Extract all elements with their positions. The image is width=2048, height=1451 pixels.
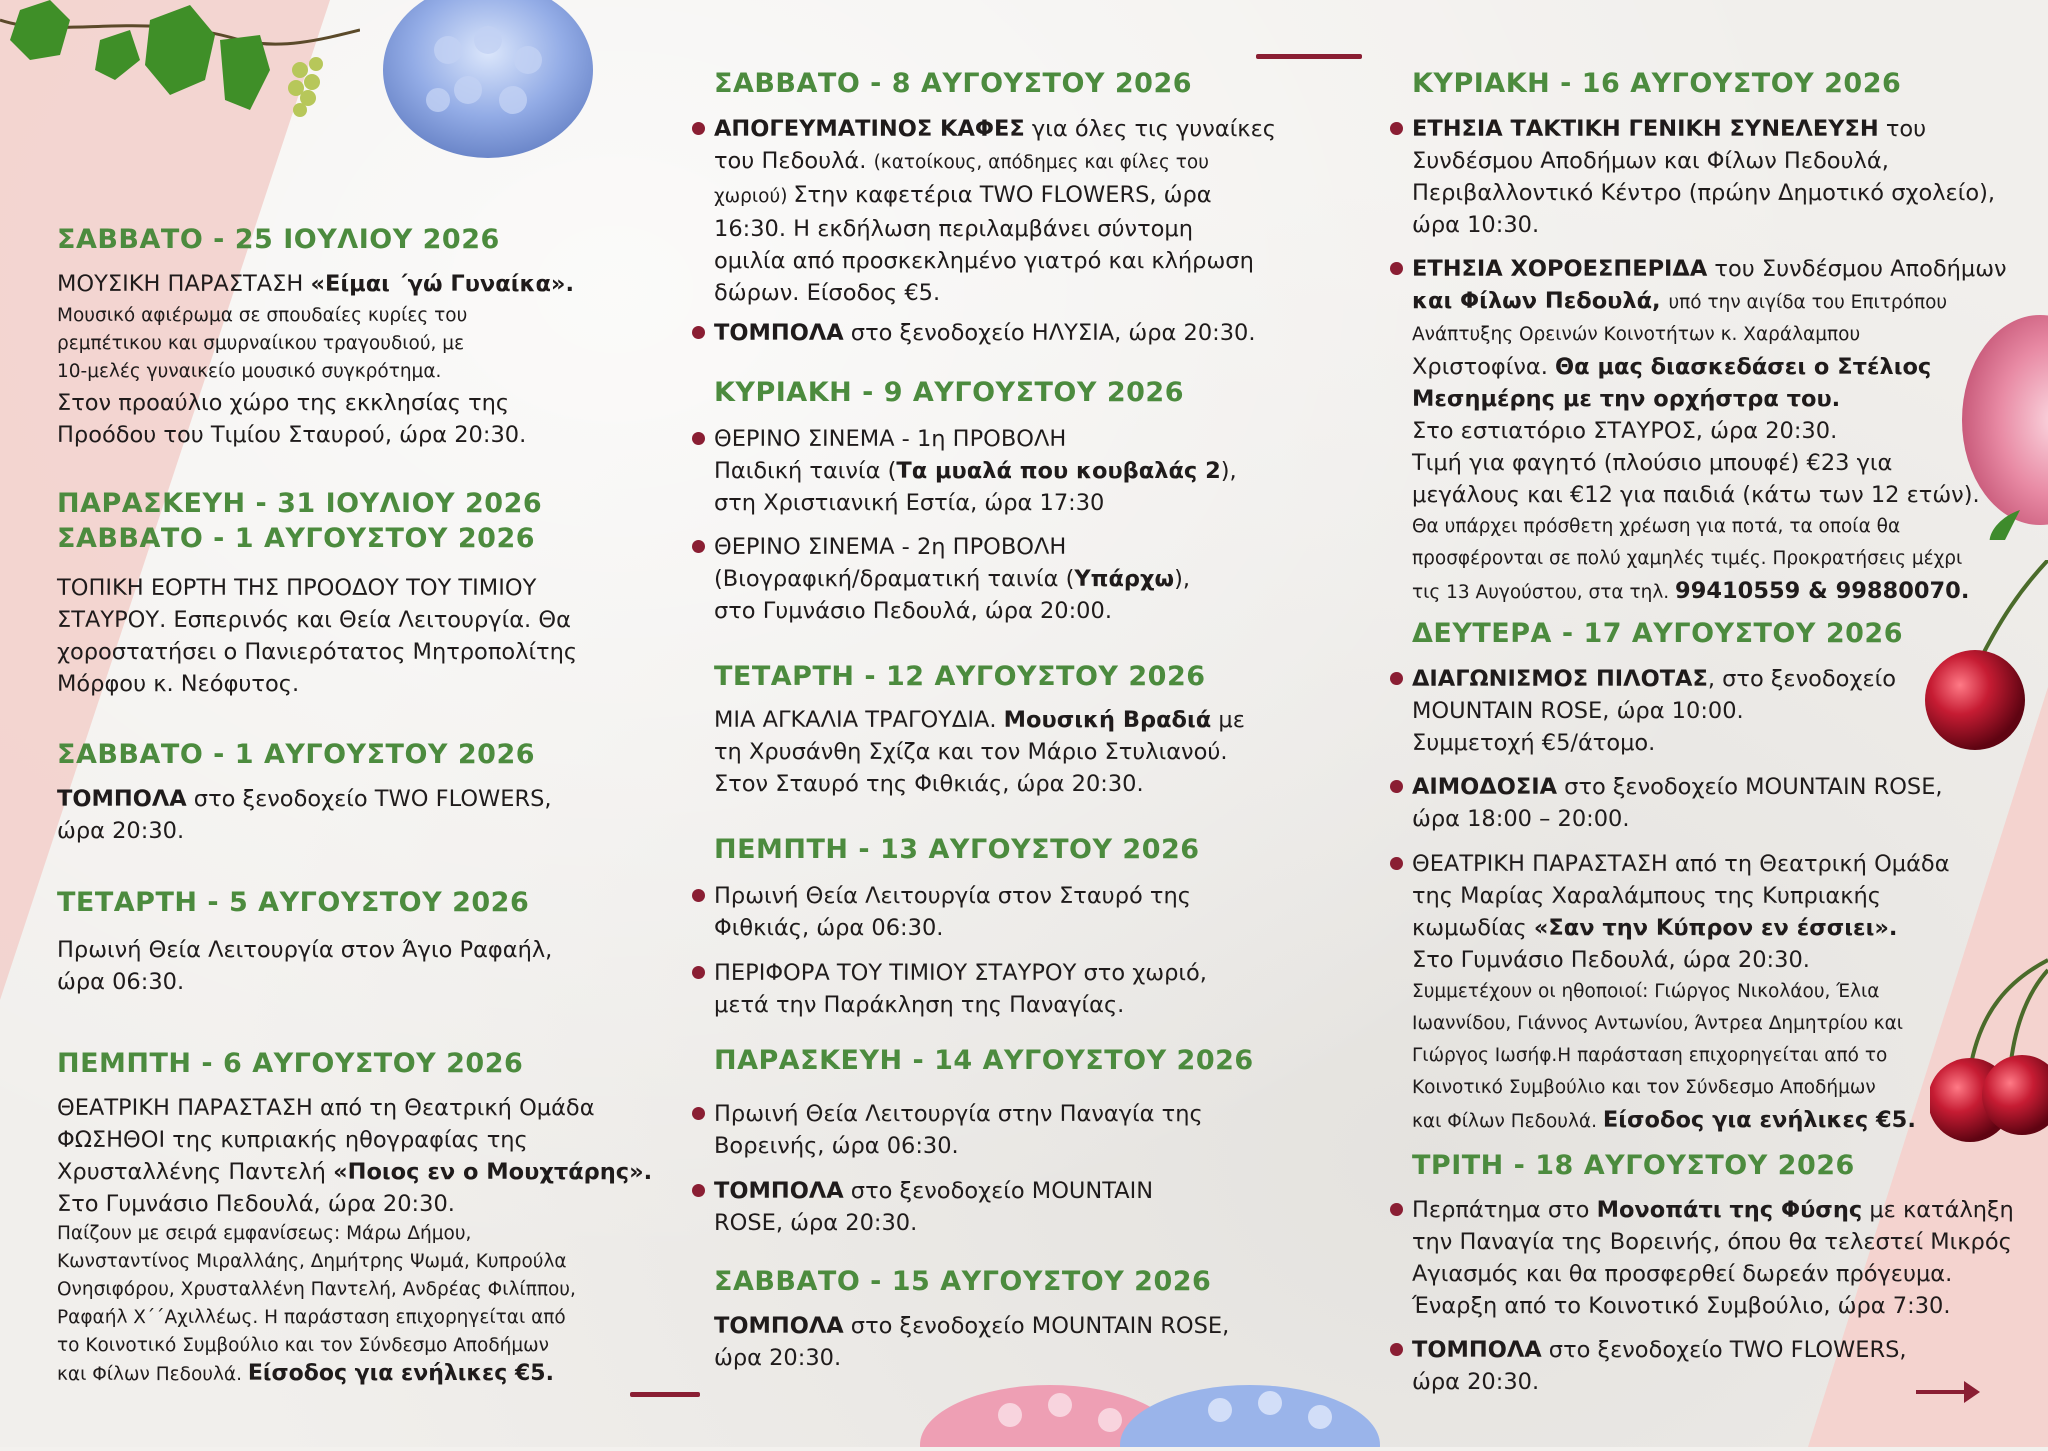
bullet-icon: [692, 966, 705, 979]
bullet-icon: [1390, 780, 1403, 793]
bullet-icon: [1390, 122, 1403, 135]
event-date: ΠΕΜΠΤΗ - 6 ΑΥΓΟΥΣΤΟΥ 2026: [57, 1048, 524, 1079]
blue-hydrangea-image: [378, 0, 598, 160]
bullet-icon: [692, 1107, 705, 1120]
event-block: ΤΟΜΠΟΛΑ στο ξενοδοχείο MOUNTAIN ROSE, ώρα 20:30.: [714, 1313, 1230, 1371]
event-item: ΠΕΡΙΦΟΡΑ ΤΟΥ ΤΙΜΙΟΥ ΣΤΑΥΡΟΥ στο χωριό, μετά την Παράκληση της Παναγίας.: [714, 957, 1207, 1021]
event-item: ΤΟΜΠΟΛΑ στο ξενοδοχείο ΗΛΥΣΙΑ, ώρα 20:30.: [714, 317, 1256, 349]
event-item: ΤΟΜΠΟΛΑ στο ξενοδοχείο TWO FLOWERS, ώρα 20:30.: [1412, 1334, 1907, 1398]
event-date: ΣΑΒΒΑΤΟ - 25 ΙΟΥΛΙΟΥ 2026: [57, 224, 500, 255]
event-block: ΘΕΑΤΡΙΚΗ ΠΑΡΑΣΤΑΣΗ από τη Θεατρική Ομάδα ΦΩΣΗΘΟΙ της κυπριακής ηθογραφίας της Χρυσταλλένης Παντελή «Ποιος εν ο Μουχτάρης». Στο Γυμνάσιο Πεδουλά, ώρα 20:30.: [57, 1095, 653, 1217]
bullet-icon: [692, 1184, 705, 1197]
event-date: ΣΑΒΒΑΤΟ - 1 ΑΥΓΟΥΣΤΟΥ 2026: [57, 523, 536, 554]
event-date: ΤΡΙΤΗ - 18 ΑΥΓΟΥΣΤΟΥ 2026: [1412, 1150, 1855, 1181]
grape-vine-leaves-image: [0, 0, 360, 160]
event-date: ΤΕΤΑΡΤΗ - 5 ΑΥΓΟΥΣΤΟΥ 2026: [57, 887, 530, 918]
event-item: ΤΟΜΠΟΛΑ στο ξενοδοχείο MOUNTAIN ROSE, ώρα 20:30.: [714, 1175, 1153, 1239]
bullet-icon: [1390, 857, 1403, 870]
event-item: ΔΙΑΓΩΝΙΣΜΟΣ ΠΙΛΟΤΑΣ, στο ξενοδοχείο MOUNTAIN ROSE, ώρα 10:00. Συμμετοχή €5/άτομο.: [1412, 663, 1896, 759]
event-date: ΚΥΡΙΑΚΗ - 16 ΑΥΓΟΥΣΤΟΥ 2026: [1412, 68, 1902, 99]
divider-bar-bottom: [630, 1392, 700, 1397]
event-details: Παίζουν με σειρά εμφανίσεως: Μάρω Δήμου, Κωνσταντίνος Μιραλλάης, Δημήτρης Ψωμά, Κυπρούλα Ονησιφόρου, Χρυσταλλένη Παντελή, Ανδρέας Φιλίππου, Ραφαήλ Χ΄΄Αχιλλέως. Η παράσταση επιχορηγείται από το Κοινοτικό Συμβούλιο και τον Σύνδεσμο Αποδήμων και Φίλων Πεδουλά. Είσοδος για ενήλικες €5.: [57, 1223, 576, 1386]
bullet-icon: [692, 122, 705, 135]
event-location: Στον προαύλιο χώρο της εκκλησίας της Προόδου του Τιμίου Σταυρού, ώρα 20:30.: [57, 390, 527, 448]
divider-bar-top: [1256, 54, 1362, 59]
bullet-icon: [1390, 1203, 1403, 1216]
bullet-icon: [1390, 672, 1403, 685]
event-date: ΚΥΡΙΑΚΗ - 9 ΑΥΓΟΥΣΤΟΥ 2026: [714, 377, 1184, 408]
event-date: ΠΑΡΑΣΚΕΥΗ - 14 ΑΥΓΟΥΣΤΟΥ 2026: [714, 1045, 1254, 1076]
event-date: ΣΑΒΒΑΤΟ - 1 ΑΥΓΟΥΣΤΟΥ 2026: [57, 739, 536, 770]
event-date: ΣΑΒΒΑΤΟ - 8 ΑΥΓΟΥΣΤΟΥ 2026: [714, 68, 1193, 99]
event-date: ΣΑΒΒΑΤΟ - 15 ΑΥΓΟΥΣΤΟΥ 2026: [714, 1266, 1212, 1297]
bullet-icon: [1390, 1343, 1403, 1356]
event-item: ΑΠΟΓΕΥΜΑΤΙΝΟΣ ΚΑΦΕΣ για όλες τις γυναίκες του Πεδουλά. (κατοίκους, απόδημες και φίλες του χωριού) Στην καφετέρια TWO FLOWERS, ώρα 16:30. Η εκδήλωση περιλαμβάνει σύντομη ομιλία από προσκεκλημένο γιατρό και κλήρωση δώρων. Είσοδος €5.: [714, 113, 1276, 309]
bullet-icon: [1390, 262, 1403, 275]
event-block: Πρωινή Θεία Λειτουργία στον Άγιο Ραφαήλ, ώρα 06:30.: [57, 937, 553, 995]
event-item: Πρωινή Θεία Λειτουργία στον Σταυρό της Φιθκιάς, ώρα 06:30.: [714, 880, 1191, 944]
event-block: ΜΟΥΣΙΚΗ ΠΑΡΑΣΤΑΣΗ «Είμαι ΄γώ Γυναίκα».: [57, 271, 575, 297]
event-item: ΘΕΑΤΡΙΚΗ ΠΑΡΑΣΤΑΣΗ από τη Θεατρική Ομάδα της Μαρίας Χαραλάμπους της Κυπριακής κωμωδίας «Σαν την Κύπρον εν έσσιει». Στο Γυμνάσιο Πεδουλά, ώρα 20:30. Συμμετέχουν οι ηθοποιοί: Γιώργος Νικολάου, Έλια Ιωαννίδου, Γιάννος Αντωνίου, Άντρεα Δημητρίου και Γιώργος Ιωσήφ.Η παράσταση επιχορηγείται από το Κοινοτικό Συμβούλιο και τον Σύνδεσμο Αποδήμων και Φίλων Πεδουλά. Είσοδος για ενήλικες €5.: [1412, 848, 1950, 1138]
bullet-icon: [692, 432, 705, 445]
event-block: ΤΟΜΠΟΛΑ στο ξενοδοχείο TWO FLOWERS, ώρα 20:30.: [57, 786, 552, 844]
bottom-hydrangeas-image: [920, 1375, 1380, 1447]
bullet-icon: [692, 326, 705, 339]
event-details: Μουσικό αφιέρωμα σε σπουδαίες κυρίες του ρεμπέτικου και σμυρναίικου τραγουδιού, με 10-μελές γυναικείο μουσικό συγκρότημα.: [57, 305, 468, 382]
event-item: Πρωινή Θεία Λειτουργία στην Παναγία της Βορεινής, ώρα 06:30.: [714, 1098, 1203, 1162]
event-item: ΑΙΜΟΔΟΣΙΑ στο ξενοδοχείο MOUNTAIN ROSE, ώρα 18:00 – 20:00.: [1412, 771, 1943, 835]
bullet-icon: [692, 540, 705, 553]
event-item: Περπάτημα στο Μονοπάτι της Φύσης με κατάληξη την Παναγία της Βορεινής, όπου θα τελεστεί Μικρός Αγιασμός και θα προσφερθεί δωρεάν πρόγευμα. Έναρξη από το Κοινοτικό Συμβούλιο, ώρα 7:30.: [1412, 1194, 2014, 1322]
event-block: ΜΙΑ ΑΓΚΑΛΙΑ ΤΡΑΓΟΥΔΙΑ. Μουσική Βραδιά με τη Χρυσάνθη Σχίζα και τον Μάριο Στυλιανού. Στον Σταυρό της Φιθκιάς, ώρα 20:30.: [714, 707, 1245, 797]
event-block: ΤΟΠΙΚΗ ΕΟΡΤΗ ΤΗΣ ΠΡΟΟΔΟΥ ΤΟΥ ΤΙΜΙΟΥ ΣΤΑΥΡΟΥ. Εσπερινός και Θεία Λειτουργία. Θα χοροστατήσει ο Πανιερότατος Μητροπολίτης Μόρφου κ. Νεόφυτος.: [57, 575, 578, 697]
event-date: ΔΕΥΤΕΡΑ - 17 ΑΥΓΟΥΣΤΟΥ 2026: [1412, 618, 1903, 649]
bullet-icon: [692, 889, 705, 902]
event-item: ΘΕΡΙΝΟ ΣΙΝΕΜΑ - 2η ΠΡΟΒΟΛΗ (Βιογραφική/δραματική ταινία (Υπάρχω), στο Γυμνάσιο Πεδουλά, ώρα 20:00.: [714, 531, 1190, 627]
event-date: ΤΕΤΑΡΤΗ - 12 ΑΥΓΟΥΣΤΟΥ 2026: [714, 661, 1206, 692]
event-item: ΘΕΡΙΝΟ ΣΙΝΕΜΑ - 1η ΠΡΟΒΟΛΗ Παιδική ταινία (Τα μυαλά που κουβαλάς 2), στη Χριστιανική Εστία, ώρα 17:30: [714, 423, 1237, 519]
event-date: ΠΑΡΑΣΚΕΥΗ - 31 ΙΟΥΛΙΟΥ 2026: [57, 488, 543, 519]
event-item: ΕΤΗΣΙΑ ΤΑΚΤΙΚΗ ΓΕΝΙΚΗ ΣΥΝΕΛΕΥΣΗ του Συνδέσμου Αποδήμων και Φίλων Πεδουλά, Περιβαλλοντικό Κέντρο (πρώην Δημοτικό σχολείο), ώρα 10:30.: [1412, 113, 1995, 241]
event-item: ΕΤΗΣΙΑ ΧΟΡΟΕΣΠΕΡΙΔΑ του Συνδέσμου Αποδήμων και Φίλων Πεδουλά, υπό την αιγίδα του Επιτρόπου Ανάπτυξης Ορεινών Κοινοτήτων κ. Χαράλαμπου Χριστοφίνα. Θα μας διασκεδάσει ο Στέλιος Μεσημέρης με την ορχήστρα του. Στο εστιατόριο ΣΤΑΥΡΟΣ, ώρα 20:30. Τιμή για φαγητό (πλούσιο μπουφέ) €23 για μεγάλους και €12 για παιδιά (κάτω των 12 ετών). Θα υπάρχει πρόσθετη χρέωση για ποτά, τα οποία θα προσφέρονται σε πολύ χαμηλές τιμές. Προκρατήσεις μέχρι τις 13 Αυγούστου, στα τηλ. 99410559 & 99880070.: [1412, 253, 2007, 609]
event-date: ΠΕΜΠΤΗ - 13 ΑΥΓΟΥΣΤΟΥ 2026: [714, 834, 1200, 865]
next-arrow-icon[interactable]: [1916, 1390, 1976, 1394]
